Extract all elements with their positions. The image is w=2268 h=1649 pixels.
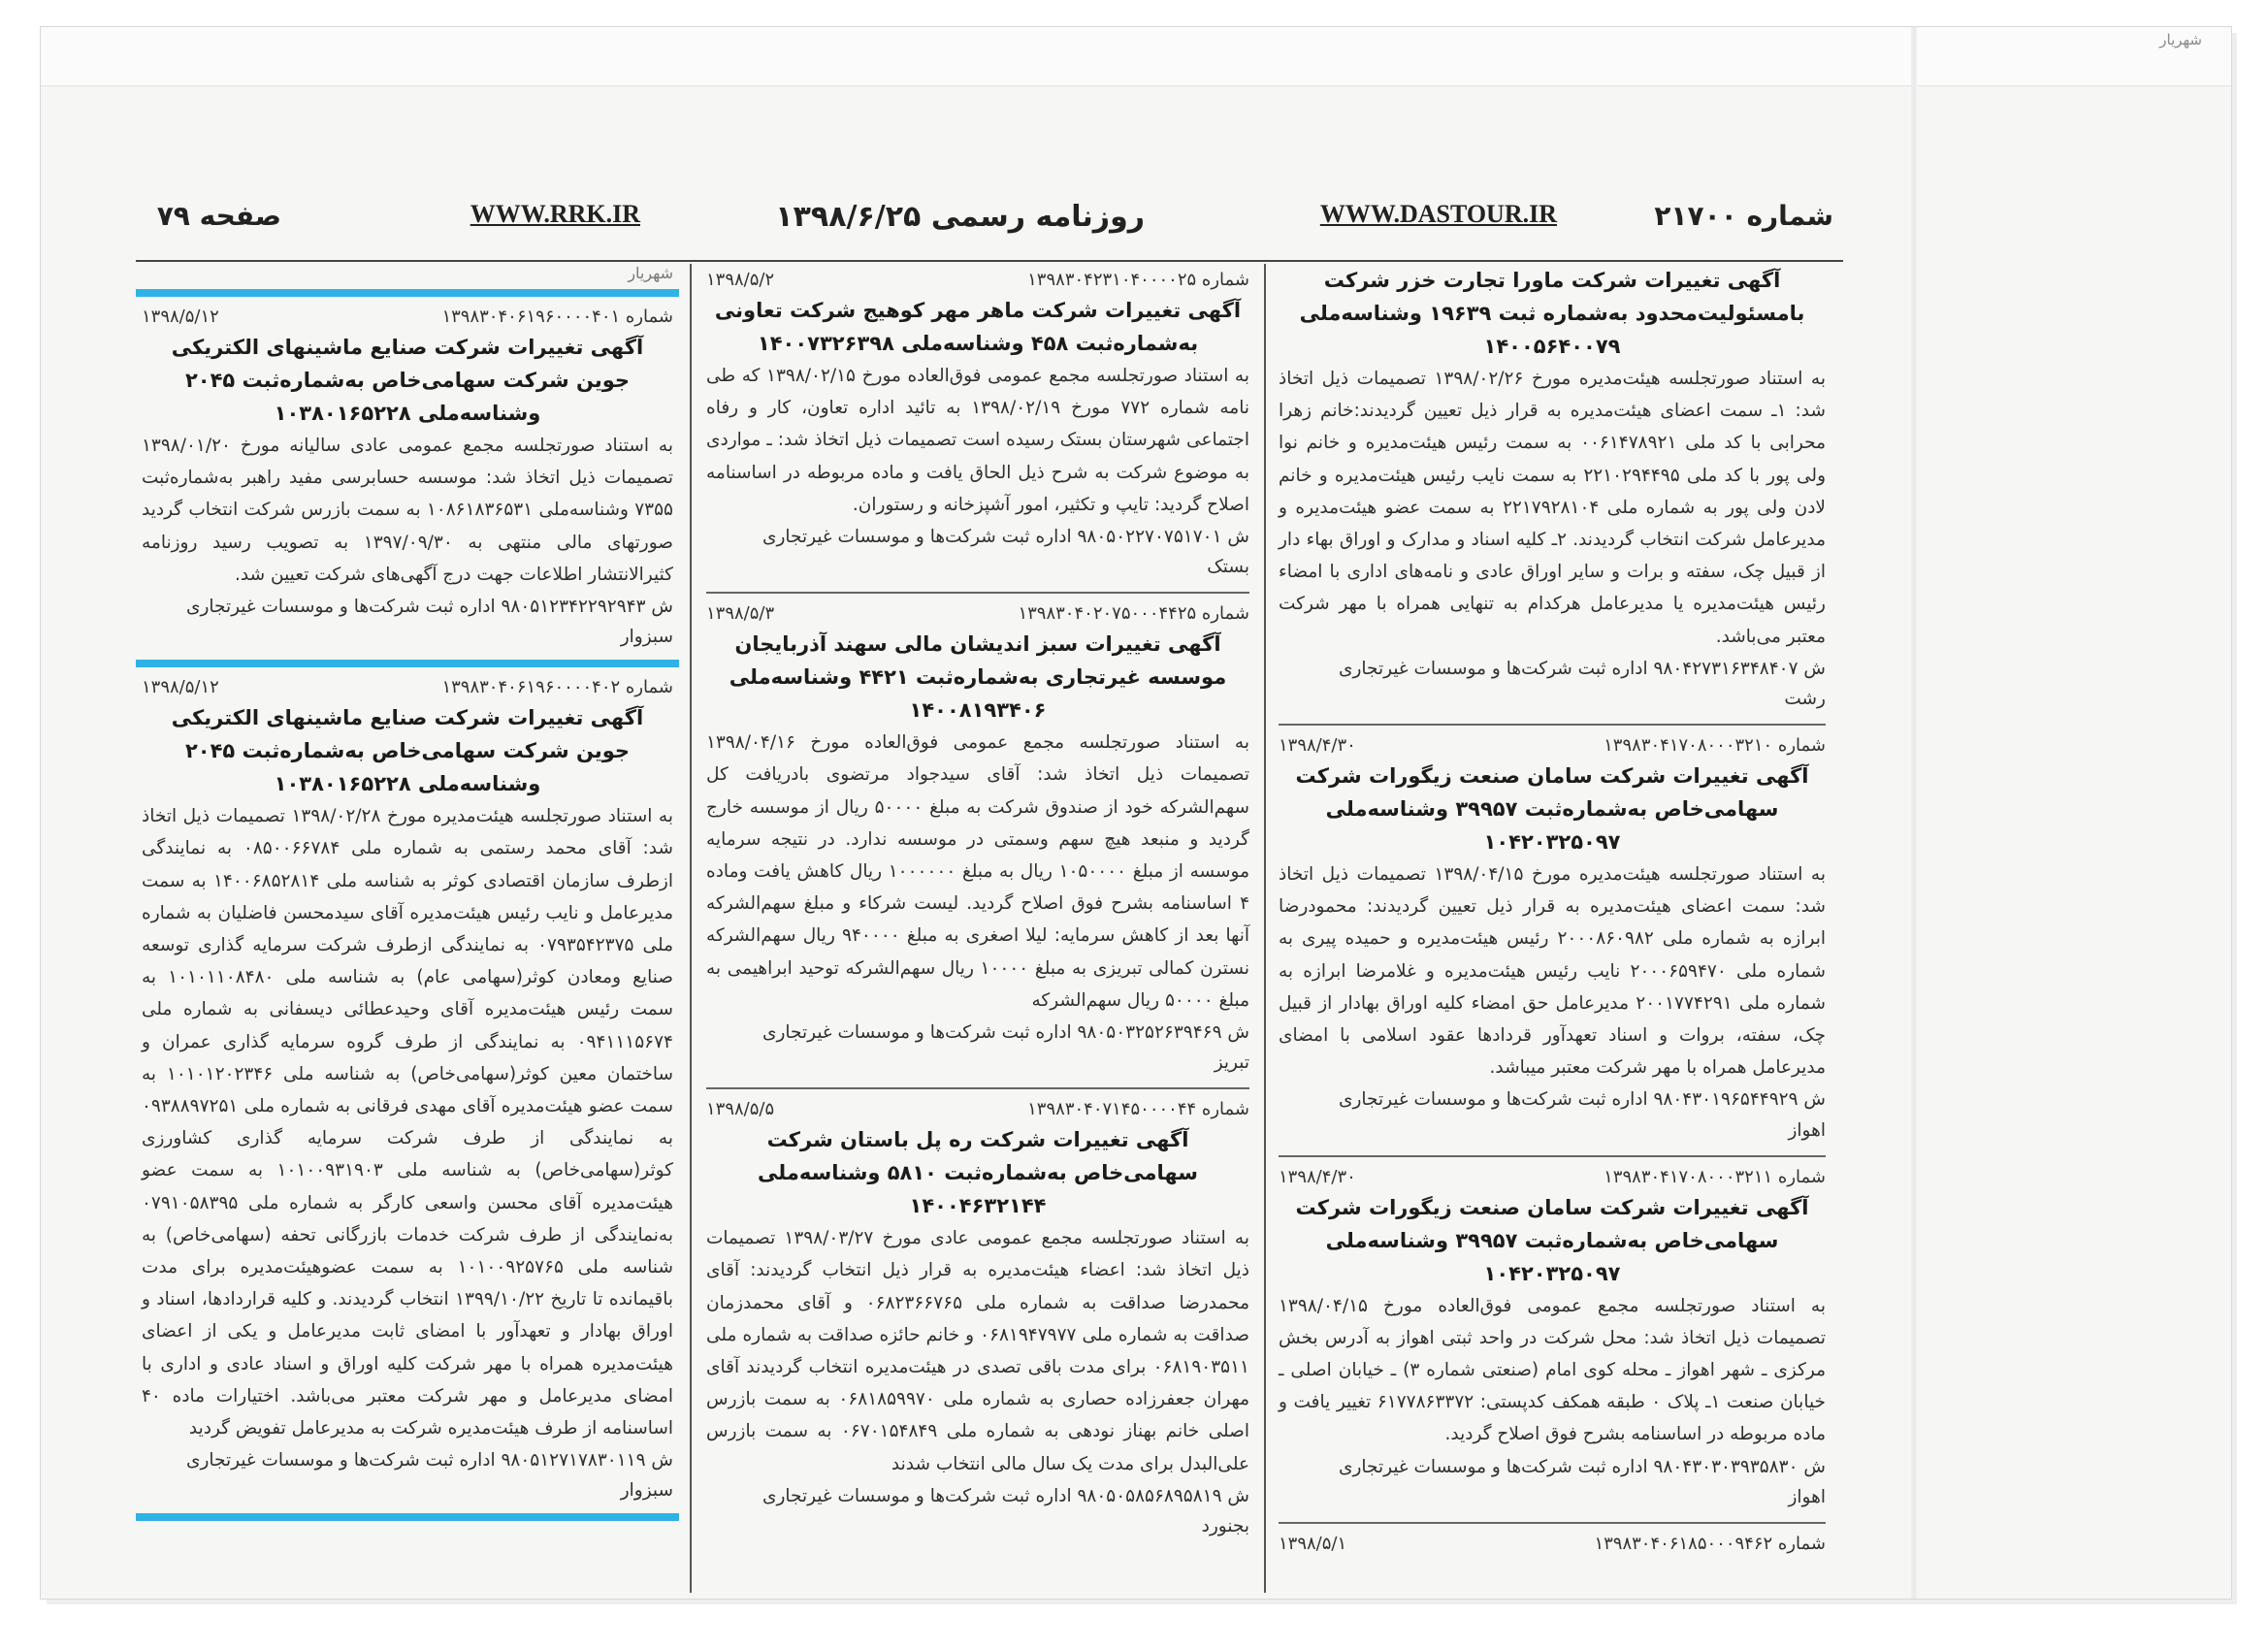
notice-title: آگهی تغییرات شرکت سامان صنعت زیگورات شرکت سهامی‌خاص به‌شماره‌ثبت ۳۹۹۵۷ وشناسه‌ملی ۱۰۴۲۰۳۲۵۰۹۷ [1295,1195,1809,1285]
notice-title: آگهی تغییرات شرکت سامان صنعت زیگورات شرکت سهامی‌خاص به‌شماره‌ثبت ۳۹۹۵۷ وشناسه‌ملی ۱۰۴۲۰۳۲۵۰۹۷ [1295,764,1809,855]
notice-meta [1279,735,1826,756]
highlight-marker [136,660,679,667]
notice-meta [1279,1534,1826,1554]
notice-city: اهواز [1788,1486,1826,1507]
notice-city: سبزوار [620,627,673,648]
notice [1279,1167,1826,1512]
strip-text: شهریار [2159,31,2202,48]
notice-separator [1279,1522,1826,1524]
notice [1279,735,1826,1146]
notice-city: بستک [1207,557,1249,578]
highlight-marker [136,1513,679,1521]
notice [706,270,1249,582]
notice-meta [142,677,673,697]
notice-city: سبزوار [620,1480,673,1502]
notice [1279,264,1826,714]
notice-number: شماره ۱۳۹۸۳۰۴۰۲۰۷۵۰۰۰۴۴۲۵ [1018,603,1249,625]
notice-meta [1279,1167,1826,1187]
notice-footer: ش ۹۸۰۴۳۰۱۹۶۵۴۴۹۲۹ اداره ثبت شرکت‌ها و موسسات غیرتجاری [1339,1089,1826,1111]
notice-body: به استناد صورتجلسه مجمع عمومی فوق‌العاده مورخ ۱۳۹۸/۰۲/۱۵ که طی نامه شماره ۷۷۲ مورخ ۱۳۹۸/۰۲/۱۹ به تائید اداره تعاون، کار و رفاه اجتماعی شهرستان بستک رسیده است تصمیمات ذیل اتخاذ شد: ـ مواردی به موضوع شرکت به شرح ذیل الحاق یافت و ماده مربوطه در اساسنامه اصلاح گردید: تایپ و تکثیر، امور آشپزخانه و رستوران. [706,366,1249,515]
notice-footer: ش ۹۸۰۵۰۲۲۷۰۷۵۱۷۰۱ اداره ثبت شرکت‌ها و موسسات غیرتجاری [762,527,1249,548]
notice-footer: ش ۹۸۰۵۰۳۲۵۲۶۳۹۴۶۹ اداره ثبت شرکت‌ها و موسسات غیرتجاری [762,1022,1249,1044]
notice-footer: ش ۹۸۰۴۲۷۳۱۶۳۴۸۴۰۷ اداره ثبت شرکت‌ها و موسسات غیرتجاری [1339,658,1826,679]
issue-number: شماره ۲۱۷۰۰ [1654,200,1833,232]
notice-meta [706,603,1249,624]
notice-date: ۱۳۹۸/۵/۳ [706,603,775,625]
notice-date: ۱۳۹۸/۵/۱۲ [142,307,219,327]
notice-body: به استناد صورتجلسه هیئت‌مدیره مورخ ۱۳۹۸/۰۴/۱۵ تصمیمات ذیل اتخاذ شد: سمت اعضای هیئت‌مدیره به قرار ذیل تعیین گردیدند: محمودرضا ابرازه به شماره ملی ۲۰۰۰۸۶۰۹۸۲ رئیس هیئت‌مدیره و حمیده پیری به شماره ملی ۲۰۰۰۶۵۹۴۷۰ نایب رئیس هیئت‌مدیره و غلامرضا ابرازه به شماره ملی ۲۰۰۱۷۷۴۲۹۱ مدیرعامل حق امضاء کلیه اوراق بهادار از قبیل چک، سفته، بروات و اسناد تعهدآور قردادها عقود اسلامی با امضای مدیرعامل همراه با مهر شرکت معتبر میباشد. [1279,864,1827,1079]
notice-date: ۱۳۹۸/۵/۱۲ [142,677,219,698]
previous-notice-city: شهریار [628,264,673,282]
header-rule [136,260,1843,262]
website-rrk: WWW.RRK.IR [470,200,640,228]
notice-title: آگهی تغییرات شرکت ماورا تجارت خزر شرکت بامسئولیت‌محدود به‌شماره ثبت ۱۹۶۳۹ وشناسه‌ملی ۱۴۰۰۵۶۴۰۰۷۹ [1299,269,1805,358]
notice-date: ۱۳۹۸/۵/۲ [706,270,775,290]
notice-meta [706,270,1249,290]
column-right [1273,264,1831,1593]
notice [142,307,673,652]
page-header [146,200,1833,239]
column-divider [690,264,692,1593]
notice-body: به استناد صورتجلسه مجمع عمومی فوق‌العاده مورخ ۱۳۹۸/۰۴/۱۵ تصمیمات ذیل اتخاذ شد: محل شرکت در واحد ثبتی اهواز به آدرس بخش مرکزی ـ شهر اهواز ـ محله کوی امام (صنعتی شماره ۳) ـ خیابان اصلی ـ خیابان صنعت ۱ـ پلاک ۰ طبقه همکف کدپستی: ۶۱۷۷۸۶۳۳۷۲ تغییر یافت و ماده مربوطه در اساسنامه بشرح فوق اصلاح گردید. [1279,1295,1827,1445]
notice-number: شماره ۱۳۹۸۳۰۴۰۷۱۴۵۰۰۰۰۴۴ [1027,1099,1249,1120]
notice-meta [706,1099,1249,1119]
notice-number: شماره ۱۳۹۸۳۰۴۰۶۱۹۶۰۰۰۰۴۰۱ [441,307,673,327]
notice-date: ۱۳۹۸/۵/۱ [1279,1533,1347,1554]
notice-footer: ش ۹۸۰۵۱۲۳۴۲۲۹۲۹۴۳ اداره ثبت شرکت‌ها و موسسات غیرتجاری [186,597,673,618]
notice-city: تبریز [1214,1052,1249,1074]
notice-separator [706,1087,1249,1089]
website-dastour: WWW.DASTOUR.IR [1319,200,1557,228]
notice-separator [1279,724,1826,726]
notice-body: به استناد صورتجلسه مجمع عمومی عادی مورخ ۱۳۹۸/۰۳/۲۷ تصمیمات ذیل اتخاذ شد: اعضاء هیئت‌مدیره به قرار ذیل انتخاب گردیدند: آقای محمدرضا صداقت به شماره ملی ۰۶۸۲۳۶۶۷۶۵ و آقای محمدزمان صداقت به شماره ملی ۰۶۸۱۹۴۷۹۷۷ و خانم حائزه صداقت به شماره ملی ۰۶۸۱۹۰۳۵۱۱ برای مدت باقی تصدی در هیئت‌مدیره انتخاب گردیدند آقای مهران جعفرزاده حصاری به شماره ملی ۰۶۸۱۸۵۹۹۷۰ به سمت بازرس اصلی خانم بهناز نودهی به شماره ملی ۰۶۷۰۱۵۴۸۴۹ به سمت بازرس علی‌البدل برای مدت یک سال مالی انتخاب شدند [706,1228,1249,1474]
notice-number: شماره ۱۳۹۸۳۰۴۱۷۰۸۰۰۰۳۲۱۱ [1604,1166,1826,1187]
notice-body: به استناد صورتجلسه هیئت‌مدیره مورخ ۱۳۹۸/۰۲/۲۸ تصمیمات ذیل اتخاذ شد: آقای محمد رستمی به شماره ملی ۰۸۵۰۰۶۶۷۸۴ به نمایندگی ازطرف سازمان اقتصادی کوثر به شناسه ملی ۱۴۰۰۶۸۵۲۸۱۴ به سمت مدیرعامل و نایب رئیس هیئت‌مدیره آقای سیدمحسن فاضلیان به شماره ملی ۰۷۹۳۵۴۲۳۷۵ به نمایندگی ازطرف شرکت سرمایه گذاری توسعه صنایع ومعادن کوثر(سهامی عام) به شناسه ملی ۱۰۱۰۱۱۰۸۴۸۰ به سمت رئیس هیئت‌مدیره آقای وحیدعطائی دیسفانی به شماره ملی ۰۹۴۱۱۱۵۶۷۴ به نمایندگی از طرف گروه سرمایه گذاری عمران و ساختمان معین کوثر(سهامی‌خاص) به شناسه ملی ۱۰۱۰۱۲۰۲۳۴۶ به سمت عضو هیئت‌مدیره آقای مهدی فرقانی به شماره ملی ۰۹۳۸۸۹۷۲۵۱ به نمایندگی از طرف شرکت سرمایه گذاری کشاورزی کوثر(سهامی‌خاص) به شناسه ملی ۱۰۱۰۰۹۳۱۹۰۳ به سمت عضو هیئت‌مدیره آقای محسن واسعی کارگر به شماره ملی ۰۷۹۱۰۵۸۳۹۵ به‌نمایندگی از طرف شرکت خدمات بازرگانی تحفه (سهامی‌خاص) به شناسه ملی ۱۰۱۰۰۹۲۵۷۶۵ به سمت عضوهیئت‌مدیره برای مدت باقیمانده تا تاریخ ۱۳۹۹/۱۰/۲۲ انتخاب گردیدند. و کلیه قراردادها، اسناد و اوراق بهادار و تعهدآور با امضای ثابت مدیرعامل و یکی از اعضای هیئت‌مدیره همراه با مهر شرکت کلیه اوراق و اسناد عادی و اداری با امضای مدیرعامل و مهر شرکت معتبر می‌باشد. اختیارات ماده ۴۰ اساسنامه از طرف هیئت‌مدیره شرکت به مدیرعامل تفویض گردید [142,806,674,1439]
notice-footer: ش ۹۸۰۵۰۵۸۵۶۸۹۵۸۱۹ اداره ثبت شرکت‌ها و موسسات غیرتجاری [762,1485,1249,1506]
notice-number: شماره ۱۳۹۸۳۰۴۲۳۱۰۴۰۰۰۰۲۵ [1027,270,1249,290]
notice [142,677,673,1505]
column-middle [700,264,1255,1593]
notice-body: به استناد صورتجلسه هیئت‌مدیره مورخ ۱۳۹۸/۰۲/۲۶ تصمیمات ذیل اتخاذ شد: ۱ـ سمت اعضای هیئت‌مدیره به قرار ذیل تعیین گردیدند:خانم زهرا محرابی با کد ملی ۰۰۶۱۴۷۸۹۲۱ به سمت رئیس هیئت‌مدیره و خانم نوا ولی پور با کد ملی ۲۲۱۰۲۹۴۴۹۵ به سمت نایب رئیس هیئت‌مدیره و خانم لادن ولی پور به شماره ملی ۲۲۱۷۹۲۸۱۰۴ به سمت عضو هیئت‌مدیره و مدیرعامل شرکت انتخاب گردیدند. ۲ـ کلیه اسناد و مدارک و اوراق بهاء دار از قبیل چک، سفته و برات و سایر اوراق عادی و نامه‌های اداری با امضاء رئیس هیئت‌مدیره یا مدیرعامل هرکدام به تنهایی همراه با مهر شرکت معتبر می‌باشد. [1279,369,1827,647]
notice-separator [706,592,1249,594]
notice-date: ۱۳۹۸/۵/۵ [706,1099,775,1120]
notice-title: آگهی تغییرات شرکت صنایع ماشینهای الکتریکی جوین شرکت سهامی‌خاص به‌شماره‌ثبت ۲۰۴۵ وشناسه‌ملی ۱۰۳۸۰۱۶۵۲۲۸ [171,336,644,425]
notice-number: شماره ۱۳۹۸۳۰۴۱۷۰۸۰۰۰۳۲۱۰ [1604,735,1826,757]
previous-page-strip [41,27,2231,86]
page-fold [1911,27,1917,1599]
newspaper-title: روزنامه رسمی ۱۳۹۸/۶/۲۵ [775,200,1145,234]
notice-title: آگهی تغییرات شرکت ره پل باستان شرکت سهامی‌خاص به‌شماره‌ثبت ۵۸۱۰ وشناسه‌ملی ۱۴۰۰۴۶۳۲۱۴۴ [758,1128,1198,1218]
notice-city: بجنورد [1201,1516,1249,1537]
notice-date: ۱۳۹۸/۴/۳۰ [1279,735,1356,757]
page-number: صفحه ۷۹ [156,200,281,232]
column-divider [1264,264,1266,1593]
notice-title: آگهی تغییرات شرکت ماهر مهر کوهیج شرکت تعاونی به‌شماره‌ثبت ۴۵۸ وشناسه‌ملی ۱۴۰۰۷۳۲۶۳۹۸ [714,299,1242,355]
notice-title: آگهی تغییرات شرکت صنایع ماشینهای الکتریکی جوین شرکت سهامی‌خاص به‌شماره‌ثبت ۲۰۴۵ وشناسه‌ملی ۱۰۳۸۰۱۶۵۲۲۸ [171,706,644,796]
notice-number: شماره ۱۳۹۸۳۰۴۰۶۱۸۵۰۰۰۹۴۶۲ [1594,1533,1826,1554]
notice-separator [1279,1155,1826,1157]
notice-number: شماره ۱۳۹۸۳۰۴۰۶۱۹۶۰۰۰۰۴۰۲ [441,677,673,698]
notice-meta [142,307,673,327]
notice-city: اهواز [1788,1119,1826,1141]
notice-body: به استناد صورتجلسه مجمع عمومی عادی سالیانه مورخ ۱۳۹۸/۰۱/۲۰ تصمیمات ذیل اتخاذ شد: موسسه حسابرسی مفید راهبر به‌شماره‌ثبت ۷۳۵۵ وشناسه‌ملی ۱۰۸۶۱۸۳۶۵۳۱ به سمت بازرس شرکت انتخاب گردید صورتهای مالی منتهی به ۱۳۹۷/۰۹/۳۰ به تصویب رسید روزنامه کثیرالانتشار اطلاعات جهت درج آگهی‌های شرکت تعیین شد. [142,436,673,585]
notice [706,603,1249,1078]
notice-footer: ش ۹۸۰۵۱۲۷۱۷۸۳۰۱۱۹ اداره ثبت شرکت‌ها و موسسات غیرتجاری [186,1450,673,1471]
column-left [136,264,679,1593]
notice-date: ۱۳۹۸/۴/۳۰ [1279,1166,1356,1187]
highlight-marker [136,289,679,297]
notice-title: آگهی تغییرات سبز اندیشان مالی سهند آذربایجان موسسه غیرتجاری به‌شماره‌ثبت ۴۴۲۱ وشناسه‌ملی ۱۴۰۰۸۱۹۳۴۰۶ [729,632,1227,723]
notice [706,1099,1249,1541]
notice-body: به استناد صورتجلسه مجمع عمومی فوق‌العاده مورخ ۱۳۹۸/۰۴/۱۶ تصمیمات ذیل اتخاذ شد: آقای سیدجواد مرتضوی بادریافت کل سهم‌الشرکه خود از صندوق شرکت به مبلغ ۵۰۰۰۰ ریال از موسسه خارج گردید و منبعد هیچ سهم وسمتی در موسسه ندارد. در نتیجه سرمایه موسسه از مبلغ ۱۰۵۰۰۰۰ ریال به مبلغ ۱۰۰۰۰۰۰ ریال کاهش یافت وماده ۴ اساسنامه بشرح فوق اصلاح گردید. لیست شرکاء و مبلغ سهم‌الشرکه آنها بعد از کاهش سرمایه: لیلا اصغری به مبلغ ۹۴۰۰۰۰ ریال سهم‌الشرکه نسترن کمالی تبریزی به مبلغ ۱۰۰۰۰ ریال سهم‌الشرکه توحید ابراهیمی به مبلغ ۵۰۰۰۰ ریال سهم‌الشرکه [706,732,1250,1011]
notice-footer: ش ۹۸۰۴۳۰۳۰۳۹۳۵۸۳۰ اداره ثبت شرکت‌ها و موسسات غیرتجاری [1339,1456,1826,1477]
notice-city: رشت [1784,689,1826,710]
